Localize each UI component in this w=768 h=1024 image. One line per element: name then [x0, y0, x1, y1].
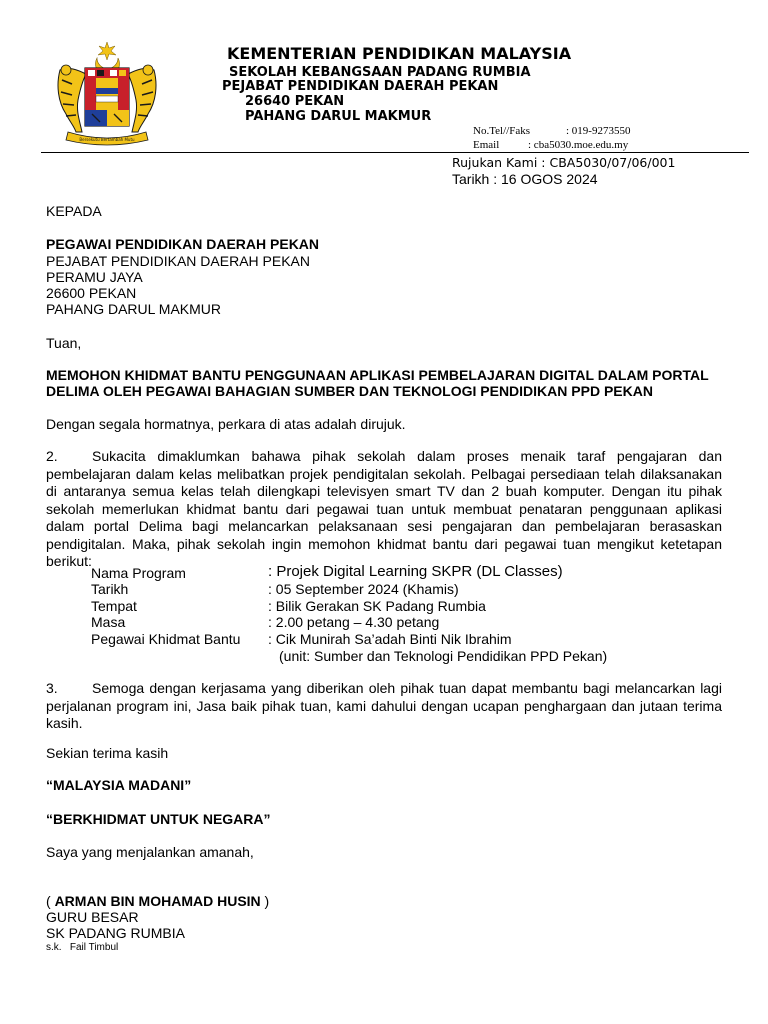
salutation: Tuan,	[46, 335, 82, 351]
detail-label: Masa	[91, 614, 126, 630]
school-name: SEKOLAH KEBANGSAAN PADANG RUMBIA	[229, 65, 531, 80]
subject-line: MEMOHON KHIDMAT BANTU PENGGUNAAN APLIKASI PEMBELAJARAN DIGITAL DALAM PORTAL	[46, 367, 709, 383]
detail-label: Pegawai Khidmat Bantu	[91, 631, 241, 647]
detail-value: : Bilik Gerakan SK Padang Rumbia	[268, 598, 486, 614]
recipient-line: PAHANG DARUL MAKMUR	[46, 301, 222, 317]
paragraph-3	[46, 680, 722, 733]
coat-of-arms-logo	[52, 40, 162, 148]
opening-line: Dengan segala hormatnya, perkara di atas adalah dirujuk.	[46, 416, 406, 432]
recipient-line: PEJABAT PENDIDIKAN DAERAH PEKAN	[46, 253, 310, 269]
signatory-name: ( ARMAN BIN MOHAMAD HUSIN )	[46, 893, 270, 909]
detail-value: : Projek Digital Learning SKPR (DL Classes)	[268, 563, 563, 580]
detail-note: (unit: Sumber dan Teknologi Pendidikan PPD Pekan)	[279, 648, 608, 664]
paragraph-3-text: Semoga dengan kerjasama yang diberikan oleh pihak tuan dapat membantu bagi melancarkan lagi perjalanan program ini, Jasa baik pihak tuan, kami dahului dengan ucapan penghargaan dan jutaan terima kasih.	[46, 680, 722, 731]
recipient-line: PERAMU JAYA	[46, 269, 143, 285]
detail-value: : Cik Munirah Sa’adah Binti Nik Ibrahim	[268, 631, 512, 647]
recipient-title: PEGAWAI PENDIDIKAN DAERAH PEKAN	[46, 236, 320, 252]
reference-number: Rujukan Kami : CBA5030/07/06/001	[452, 155, 676, 170]
paragraph-2-text: Sukacita dimaklumkan bahawa pihak sekolah dalam proses menaik taraf pengajaran dan pembelajaran dalam kelas melibatkan projek pendigitalan sekolah. Pelbagai persediaan telah dilaksanakan di antaranya semua kelas telah dilengkapi televisyen smart TV dan 2 buah komputer. Dengan itu pihak sekolah memerlukan khidmat bantu dari pegawai tuan untuk membuat penataran penggunaan aplikasi dalam portal Delima bagi melancarkan pelaksanaan sesi pengajaran dan pembelajaran berasaskan pendigitalan. Maka, pihak sekolah ingin memohon khidmat bantu dari pegawai tuan mengikut ketetapan berikut:	[46, 448, 722, 569]
paragraph-number: 2.	[46, 448, 58, 464]
detail-label: Tempat	[91, 598, 137, 614]
postcode-city: 26640 PEKAN	[245, 94, 345, 109]
trust-line: Saya yang menjalankan amanah,	[46, 844, 254, 860]
letterhead-divider	[41, 152, 749, 153]
recipient-line: 26600 PEKAN	[46, 285, 137, 301]
tel-value: : 019-9273550	[566, 125, 631, 137]
detail-label: Tarikh	[91, 581, 129, 597]
recipient-label: KEPADA	[46, 203, 102, 219]
signatory-position: GURU BESAR	[46, 909, 139, 925]
tel-label: No.Tel//Faks	[473, 125, 530, 137]
ministry-name: KEMENTERIAN PENDIDIKAN MALAYSIA	[227, 44, 572, 63]
email-value: : cba5030.moe.edu.my	[528, 139, 629, 151]
state-name: PAHANG DARUL MAKMUR	[245, 109, 432, 124]
detail-value: : 2.00 petang – 4.30 petang	[268, 614, 440, 630]
slogan-berkhidmat: “BERKHIDMAT UNTUK NEGARA”	[46, 811, 271, 827]
carbon-copy-note: s.k. Fail Timbul	[46, 942, 119, 953]
detail-value: : 05 September 2024 (Khamis)	[268, 581, 459, 597]
paragraph-number: 3.	[46, 680, 58, 696]
subject-line: DELIMA OLEH PEGAWAI BAHAGIAN SUMBER DAN TEKNOLOGI PENDIDIKAN PPD PEKAN	[46, 383, 653, 399]
closing-line: Sekian terima kasih	[46, 745, 169, 761]
paragraph-2	[46, 448, 722, 571]
email-label: Email	[473, 139, 500, 151]
office-name: PEJABAT PENDIDIKAN DAERAH PEKAN	[222, 79, 499, 94]
letter-date: Tarikh : 16 OGOS 2024	[452, 171, 598, 187]
crest-motto: Bersekutu Bertambah Mutu	[79, 137, 135, 142]
detail-label: Nama Program	[91, 565, 186, 581]
slogan-malaysia-madani: “MALAYSIA MADANI”	[46, 777, 192, 793]
signatory-school: SK PADANG RUMBIA	[46, 925, 185, 941]
